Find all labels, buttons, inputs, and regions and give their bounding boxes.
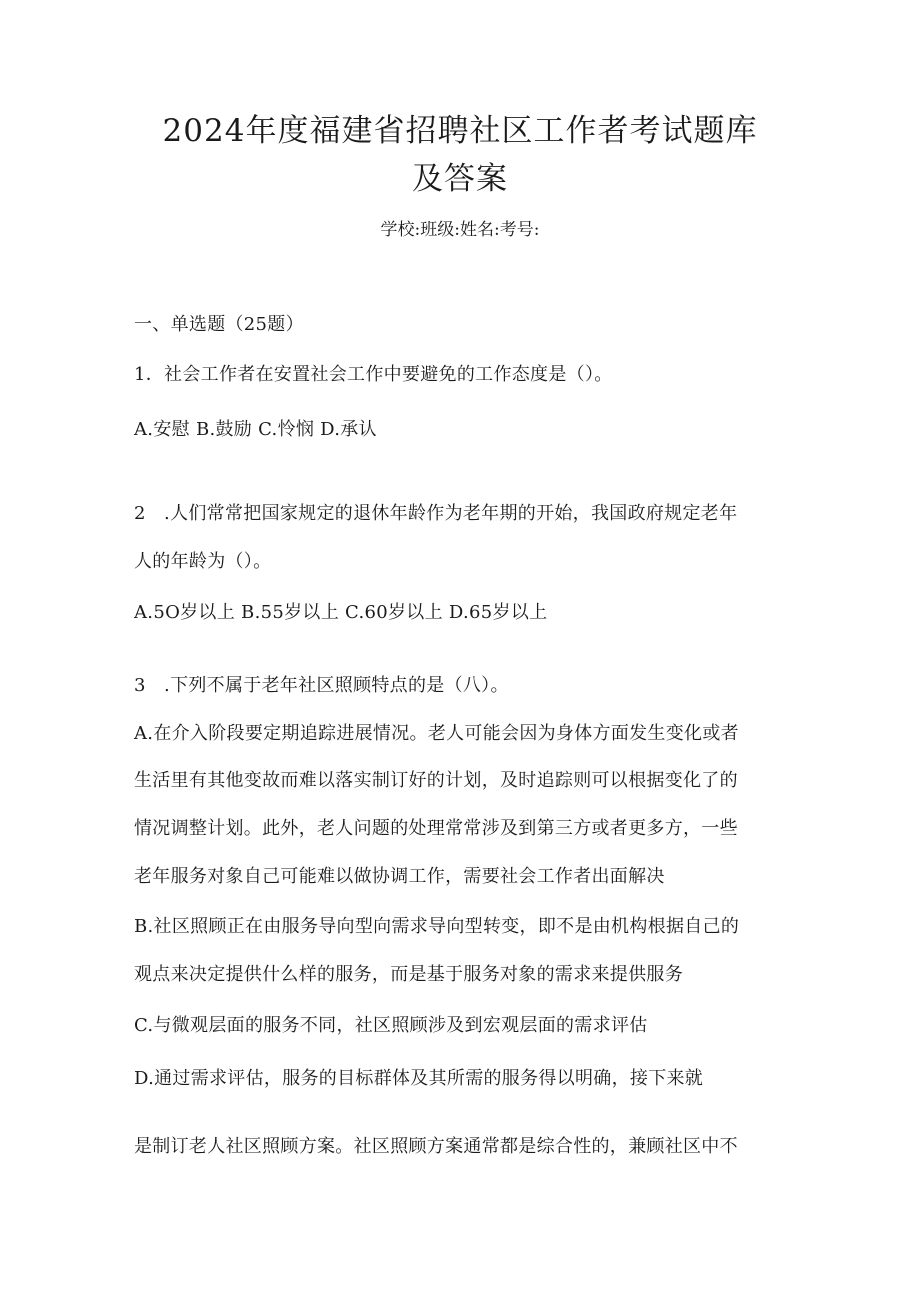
question-3-option-a-line-1: A.在介入阶段要定期追踪进展情况。老人可能会因为身体方面发生变化或者 bbox=[134, 723, 739, 744]
question-3-option-a-line-2: 生活里有其他变故而难以落实制订好的计划，及时追踪则可以根据变化了的 bbox=[134, 770, 738, 791]
question-3-option-b-line-1: B.社区照顾正在由服务导向型向需求导向型转变，即不是由机构根据自己的 bbox=[134, 916, 740, 937]
student-info-line: 学校:班级:姓名:考号: bbox=[380, 220, 540, 240]
document-title-line-1: 2024年度福建省招聘社区工作者考试题库 bbox=[162, 113, 758, 149]
question-3-stem: 3 .下列不属于老年社区照顾特点的是（八）。 bbox=[134, 675, 509, 696]
question-3-option-d-line-2: 是制订老人社区照顾方案。社区照顾方案通常都是综合性的，兼顾社区中不 bbox=[134, 1136, 738, 1157]
question-3-option-b-line-2: 观点来决定提供什么样的服务，而是基于服务对象的需求来提供服务 bbox=[134, 964, 683, 985]
question-1-stem: 1．社会工作者在安置社会工作中要避免的工作态度是（）。 bbox=[134, 364, 613, 385]
question-1-options: A.安慰 B.鼓励 C.怜悯 D.承认 bbox=[134, 419, 377, 440]
question-2-stem-line-1: 2 .人们常常把国家规定的退休年龄作为老年期的开始，我国政府规定老年 bbox=[134, 503, 738, 524]
question-3-option-c: C.与微观层面的服务不同，社区照顾涉及到宏观层面的需求评估 bbox=[134, 1015, 648, 1036]
section-heading: 一、单选题（25题） bbox=[134, 314, 304, 335]
question-3-option-a-line-4: 老年服务对象自己可能难以做协调工作，需要社会工作者出面解决 bbox=[134, 866, 665, 887]
document-title-line-2: 及答案 bbox=[412, 161, 508, 197]
question-3-option-d-line-1: D.通过需求评估，服务的目标群体及其所需的服务得以明确，接下来就 bbox=[134, 1068, 704, 1089]
question-3-option-a-line-3: 情况调整计划。此外，老人问题的处理常常涉及到第三方或者更多方，一些 bbox=[134, 818, 738, 839]
question-2-stem-line-2: 人的年龄为（）。 bbox=[134, 551, 272, 572]
question-2-options: A.5O岁以上 B.55岁以上 C.60岁以上 D.65岁以上 bbox=[134, 602, 548, 623]
